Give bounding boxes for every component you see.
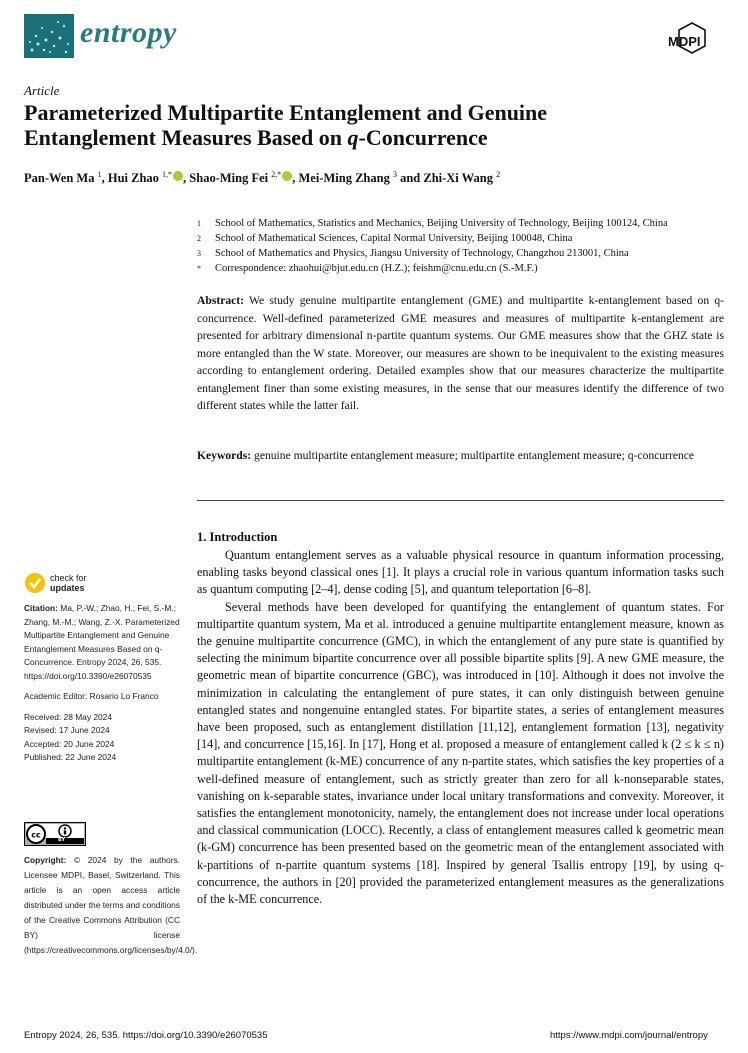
svg-text:cc: cc bbox=[31, 830, 41, 840]
date-accepted: Accepted: 20 June 2024 bbox=[24, 738, 115, 749]
affiliations bbox=[197, 216, 727, 276]
orcid-icon[interactable] bbox=[173, 171, 183, 181]
check-line: updates bbox=[50, 583, 85, 593]
copyright bbox=[24, 853, 198, 958]
intro-body bbox=[197, 547, 724, 908]
academic-editor: Academic Editor: Rosario Lo Franco bbox=[24, 691, 159, 701]
author-name[interactable]: Hui Zhao bbox=[107, 171, 163, 186]
citation-label: Citation: bbox=[24, 603, 58, 613]
title-line-1: Parameterized Multipartite Entanglement and Genuine bbox=[24, 100, 548, 125]
author-list bbox=[24, 170, 724, 186]
keywords-text: genuine multipartite entanglement measure; multipartite entanglement measure; q-concurrence bbox=[254, 449, 695, 462]
title-text: Entanglement Measures Based on bbox=[24, 125, 348, 150]
author-name[interactable]: Mei-Ming Zhang bbox=[298, 171, 393, 186]
affiliation-marker: 3 bbox=[197, 249, 201, 258]
author-affiliation-marker: 3 bbox=[392, 170, 397, 179]
affiliation bbox=[197, 246, 727, 261]
citation bbox=[24, 602, 182, 683]
journal-logo-icon bbox=[24, 14, 74, 58]
divider bbox=[197, 500, 724, 501]
title-text: -Concurrence bbox=[358, 125, 488, 150]
keywords-label: Keywords: bbox=[197, 449, 252, 462]
author-affiliation-marker: 2,* bbox=[271, 170, 282, 179]
check-line: check for bbox=[50, 573, 87, 583]
author-separator: , bbox=[101, 171, 108, 186]
article-type: Article bbox=[24, 83, 60, 98]
date-revised: Revised: 17 June 2024 bbox=[24, 725, 110, 735]
copyright-label: Copyright: bbox=[24, 855, 67, 865]
affiliation-marker: 1 bbox=[197, 219, 201, 228]
affiliation bbox=[197, 231, 727, 246]
title-line-2 bbox=[24, 125, 724, 150]
publisher-name: MDPI bbox=[668, 34, 701, 49]
date-published: Published: 22 June 2024 bbox=[24, 752, 117, 762]
article-info-sidebar bbox=[24, 602, 182, 765]
paragraph: Quantum entanglement serves as a valuable physical resource in quantum information processing, enabling tasks beyond classical ones [1]. It plays a crucial role in various quantum information tasks such as quantum computing [2–4], dense coding [5], and quantum teleportation [6–8]. bbox=[197, 548, 724, 597]
check-for-updates-link[interactable] bbox=[50, 573, 87, 593]
abstract-text: We study genuine multipartite entanglement (GME) and multipartite k-entanglement based on q-concurrence. Well-defined parameterized GME measures and measures of multipartite k-entanglement are presented for arbitrary dimensional n-partite quantum systems. Our GME measures show that the GHZ state is more entangled than the W state. Moreover, our measures are shown to be inequivalent to the existing measures according to entanglement ordering. Detailed examples show that our measures characterize the multipartite entanglement finer than some existing measures, in the sense that our measures identify the difference of two different states while the latter fail. bbox=[197, 294, 724, 412]
abstract-label: Abstract: bbox=[197, 294, 245, 307]
cc-label: BY bbox=[58, 837, 66, 843]
copyright-text: © 2024 by the authors. Licensee MDPI, Basel, Switzerland. This article is an open access article distributed under the terms and conditions of the Creative Commons Attribution (CC BY) license (https://creativecommons.org/licenses/by/4.0/). bbox=[24, 855, 198, 955]
citation-text: Ma, P.-W.; Zhao, H.; Fei, S.-M.; Zhang, M.-M.; Wang, Z.-X. Parameterized Multipartite Entanglement and Genuine Entanglement Measures Based on q-Concurrence. Entropy 2024, 26, 535. https://doi.org/10.3390/e26070535 bbox=[24, 603, 180, 681]
author-name[interactable]: Zhi-Xi Wang bbox=[423, 171, 497, 186]
affiliation-text: School of Mathematics, Statistics and Mechanics, Beijing University of Technology, Beijing 100124, China bbox=[215, 218, 668, 229]
section-heading: 1. Introduction bbox=[197, 530, 278, 544]
author-name[interactable]: Shao-Ming Fei bbox=[189, 171, 272, 186]
title-q: q bbox=[347, 125, 359, 150]
affiliation-marker: 2 bbox=[197, 234, 201, 243]
author-affiliation-marker: 2 bbox=[496, 170, 501, 179]
cc-by-badge[interactable] bbox=[24, 822, 86, 846]
orcid-icon[interactable] bbox=[282, 171, 292, 181]
author-separator: , bbox=[292, 171, 299, 186]
author-separator: and bbox=[396, 171, 424, 186]
date-received: Received: 28 May 2024 bbox=[24, 711, 112, 722]
check-for-updates-icon[interactable] bbox=[24, 572, 46, 594]
footer-citation: Entropy 2024, 26, 535. https://doi.org/10.3390/e26070535 bbox=[24, 1030, 268, 1041]
affiliation-text: School of Mathematical Sciences, Capital Normal University, Beijing 100048, China bbox=[215, 233, 573, 244]
affiliation-text: School of Mathematics and Physics, Jiangsu University of Technology, Changzhou 213001, China bbox=[215, 248, 629, 259]
author-affiliation-marker: 1 bbox=[97, 170, 102, 179]
keywords bbox=[197, 447, 724, 465]
journal-name: entropy bbox=[80, 16, 177, 49]
footer-url[interactable]: https://www.mdpi.com/journal/entropy bbox=[550, 1030, 708, 1041]
paragraph: Several methods have been developed for quantifying the entanglement of quantum states. For multipartite quantum system, Ma et al. introduced a genuine multipartite entanglement measure, known as the genuine multipartite concurrence (GMC), in which the entanglement of any pure state is quantified by selecting the minimum bipartite concurrence over all possible bipartite splits [9]. A new GME measure, the geometric mean of bipartite concurrence (GBC), was introduced in [10]. Although it does not involve the minimization in calculating the entanglement of pure states, it can only distinguish between genuine entangled states and nongenuine entangled states. For bipartite states, a series of entanglement measures have been proposed, such as entanglement distillation [11,12], entanglement formation [13], negativity [14], and concurrence [15,16]. In [17], Hong et al. proposed a measure of entanglement called k (2 ≤ k ≤ n) multipartite entanglement (k-ME) concurrence of any n-partite states, which satisfies the key properties of a well-defined measure of entanglement, such as strictly greater than zero for all k-nonseparable states, vanishing on k-separable states, invariance under local unitary transformations and convexity. Moreover, it satisfies the entanglement monotonicity, namely, the entanglement does not increase under local operations and classical communication (LOCC). Recently, a class of entanglement measures called k geometric mean (k-GM) concurrence has been presented based on the geometric mean of the entanglement associated with k-partitions of n-partite quantum systems [18]. Inspired by general Tsallis entropy [19], by using q-concurrence, the authors in [20] provided the parameterized entanglement measures as the generalizations of the k-ME concurrence. bbox=[197, 599, 724, 907]
paper-title bbox=[24, 100, 724, 150]
affiliation bbox=[197, 216, 727, 231]
author-separator: , bbox=[183, 171, 190, 186]
affiliation-marker: * bbox=[197, 264, 201, 273]
affiliation bbox=[197, 261, 727, 276]
author-name[interactable]: Pan-Wen Ma bbox=[24, 171, 98, 186]
author-affiliation-marker: 1,* bbox=[162, 170, 173, 179]
abstract bbox=[197, 292, 724, 415]
affiliation-text: Correspondence: zhaohui@bjut.edu.cn (H.Z.); feishm@cnu.edu.cn (S.-M.F.) bbox=[215, 263, 538, 274]
